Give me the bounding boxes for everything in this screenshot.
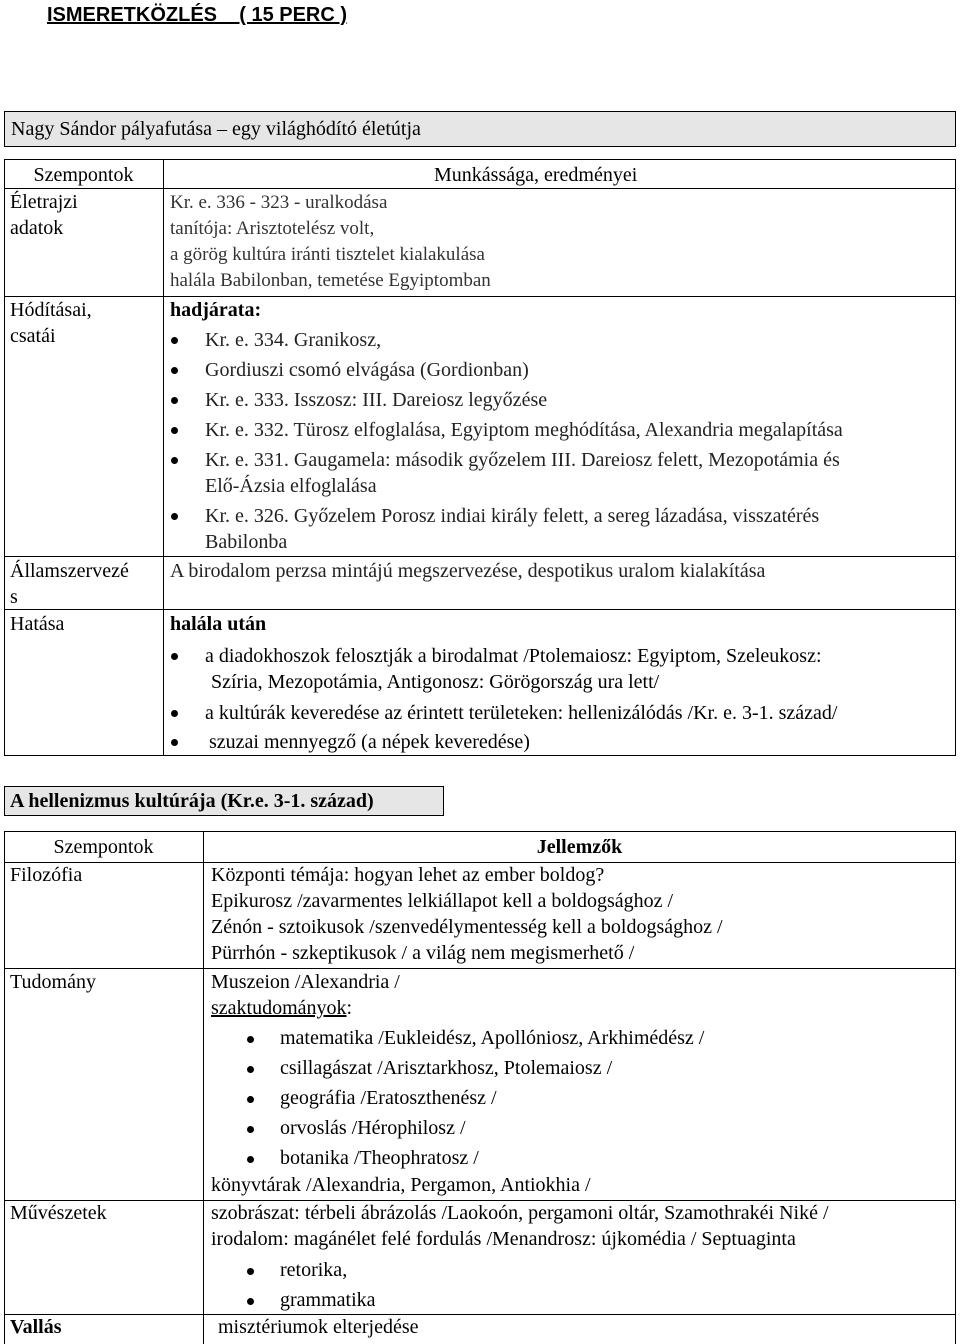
section1-col1-header: Szempontok (33, 164, 134, 186)
bullet-icon (247, 1096, 254, 1103)
hoditasai-bullet-5b: Elő-Ázsia elfoglalása (205, 475, 377, 497)
filozofia-line-2: Epikurosz /zavarmentes lelkiállapot kell a boldogsághoz / (211, 890, 674, 912)
bullet-icon (171, 653, 178, 660)
filozofia-line-3: Zénón - sztoikusok /szenvedélymentesség kell a boldogsághoz / (211, 916, 723, 938)
tudomany-label: Tudomány (10, 971, 96, 993)
hatasa-label: Hatása (10, 613, 65, 635)
hoditasai-bullet-5a: Kr. e. 331. Gaugamela: második győzelem III. Dareiosz felett, Mezopotámia és (205, 449, 840, 471)
tudomany-bullet-5: botanika /Theophratosz / (280, 1147, 479, 1169)
bullet-icon (247, 1156, 254, 1163)
hoditasai-bullet-6a: Kr. e. 326. Győzelem Porosz indiai király felett, a sereg lázadása, visszatérés (205, 505, 820, 527)
vallas-label: Vallás (10, 1316, 62, 1338)
hoditasai-bullet-4: Kr. e. 332. Türosz elfoglalása, Egyiptom meghódítása, Alexandria megalapítása (205, 419, 843, 441)
section1-title: Nagy Sándor pályafutása – egy világhódító életútja (11, 118, 421, 140)
bullet-icon (171, 337, 178, 344)
bullet-icon (171, 397, 178, 404)
bullet-icon (171, 739, 178, 746)
tudomany-bullet-4: orvoslás /Hérophilosz / (280, 1117, 466, 1139)
eletrajz-label-1: Életrajzi (10, 191, 78, 213)
section2-col1-header: Szempontok (53, 836, 154, 858)
vallas-text: misztériumok elterjedése (218, 1316, 419, 1338)
hoditasai-subheading: hadjárata: (170, 299, 262, 321)
allamszervezes-label-2: s (10, 586, 18, 608)
bullet-icon (171, 457, 178, 464)
bullet-icon (247, 1126, 254, 1133)
eletrajz-label-2: adatok (10, 217, 64, 239)
hatasa-bullet-3: szuzai mennyegző (a népek keveredése) (209, 731, 530, 753)
eletrajz-line-1: Kr. e. 336 - 323 - uralkodása (170, 192, 388, 213)
hatasa-bullet-2: a kultúrák keveredése az érintett területeken: hellenizálódás /Kr. e. 3-1. század/ (205, 702, 838, 724)
tudomany-subheading-line (211, 997, 352, 1020)
tudomany-bullet-1: matematika /Eukleidész, Apollóniosz, Arkhimédész / (280, 1027, 705, 1049)
filozofia-label: Filozófia (10, 864, 83, 886)
tudomany-last-line: könyvtárak /Alexandria, Pergamon, Antiokhia / (211, 1174, 591, 1196)
hatasa-subheading: halála után (170, 613, 267, 635)
hoditasai-bullet-2: Gordiuszi csomó elvágása (Gordionban) (205, 359, 529, 381)
section1-title-bar (4, 111, 956, 147)
hoditasai-bullet-6b: Babilonba (205, 531, 288, 553)
muveszetek-label: Művészetek (10, 1202, 107, 1224)
filozofia-line-4: Pürrhón - szkeptikusok / a világ nem megismerhető / (211, 942, 635, 964)
allamszervezes-text: A birodalom perzsa mintájú megszervezése, despotikus uralom kialakítása (170, 560, 766, 582)
muveszetek-line-2: irodalom: magánélet felé fordulás /Menandrosz: újkomédia / Septuaginta (211, 1228, 796, 1250)
tudomany-subheading-suffix: : (346, 997, 353, 1019)
tudomany-subheading: szaktudományok (211, 997, 347, 1019)
hatasa-bullet-1b: Szíria, Mezopotámia, Antigonosz: Görögország ura lett/ (211, 671, 660, 693)
muveszetek-bullet-2: grammatika (280, 1289, 376, 1311)
hoditasai-label-1: Hódításai, (10, 299, 92, 321)
section2-title: A hellenizmus kultúrája (Kr.e. 3-1. század) (10, 790, 374, 812)
eletrajz-line-2: tanítója: Arisztotelész volt, (170, 218, 375, 239)
bullet-icon (247, 1298, 254, 1305)
bullet-icon (171, 513, 178, 520)
bullet-icon (247, 1268, 254, 1275)
page-heading: ISMERETKÖZLÉS ( 15 PERC ) (47, 4, 348, 26)
muveszetek-line-1: szobrászat: térbeli ábrázolás /Laokoón, pergamoni oltár, Szamothrakéi Niké / (211, 1202, 829, 1224)
section2-col2-header: Jellemzők (536, 836, 623, 858)
tudomany-bullet-3: geográfia /Eratoszthenész / (280, 1087, 497, 1109)
eletrajz-line-3: a görög kultúra iránti tisztelet kialakulása (170, 244, 485, 265)
eletrajz-line-4: halála Babilonban, temetése Egyiptomban (170, 270, 491, 291)
tudomany-line-1: Muszeion /Alexandria / (211, 971, 400, 993)
muveszetek-bullet-1: retorika, (280, 1259, 348, 1281)
bullet-icon (171, 710, 178, 717)
hoditasai-label-2: csatái (10, 325, 56, 347)
bullet-icon (171, 427, 178, 434)
tudomany-bullet-2: csillagászat /Arisztarkhosz, Ptolemaiosz / (280, 1057, 613, 1079)
section1-col2-header: Munkássága, eredményei (434, 164, 638, 186)
hatasa-bullet-1a: a diadokhoszok felosztják a birodalmat /Ptolemaiosz: Egyiptom, Szeleukosz: (205, 645, 822, 667)
allamszervezes-label-1: Államszervezé (10, 560, 129, 582)
filozofia-line-1: Központi témája: hogyan lehet az ember boldog? (211, 864, 605, 886)
bullet-icon (247, 1036, 254, 1043)
bullet-icon (247, 1066, 254, 1073)
hoditasai-bullet-3: Kr. e. 333. Isszosz: III. Dareiosz legyőzése (205, 389, 548, 411)
hoditasai-bullet-1: Kr. e. 334. Granikosz, (205, 329, 382, 351)
section2-title-bar (4, 786, 444, 816)
bullet-icon (171, 367, 178, 374)
